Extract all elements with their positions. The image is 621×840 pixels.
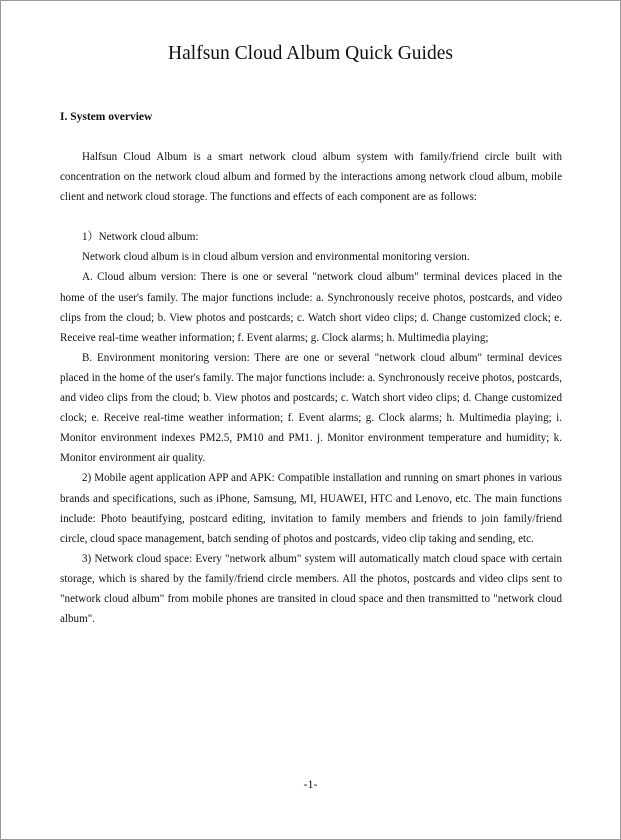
section-heading: I. System overview xyxy=(60,111,153,123)
paragraph-cloud-album-version: A. Cloud album version: There is one or several "network cloud album" terminal devices placed in the home of the user's family. The major functions include: a. Synchronously receive photos, postcards, and video clips from the cloud; b. View photos and postcards; c. Watch short video clips; d. Change customized clock; e. Receive real-time weather information; f. Event alarms; g. Clock alarms; h. Multimedia playing; xyxy=(60,271,562,344)
paragraph-intro: Halfsun Cloud Album is a smart network cloud album system with family/friend circle built with concentration on the network cloud album and formed by the interactions among network cloud album, mobile client and network cloud storage. The functions and effects of each component are as follows: xyxy=(60,151,562,204)
document-title: Halfsun Cloud Album Quick Guides xyxy=(168,43,453,64)
paragraph-network-cloud-space: 3) Network cloud space: Every "network album" system will automatically match cloud space with certain storage, which is shared by the family/friend circle members. All the photos, postcards and video clips sent to "network cloud album" from mobile phones are transited in cloud space and then transmitted to "network cloud album". xyxy=(60,552,562,626)
page-number: -1- xyxy=(303,777,318,791)
document-body xyxy=(60,147,562,629)
paragraph-network-cloud-album-versions: Network cloud album is in cloud album version and environmental monitoring version. xyxy=(82,251,470,264)
paragraph-network-cloud-album-heading: 1）Network cloud album: xyxy=(82,231,199,244)
paragraph-mobile-agent-application: 2) Mobile agent application APP and APK: Compatible installation and running on smart phones in various brands and specifications, such as iPhone, Samsung, MI, HUAWEI, HTC and Lenovo, etc. The main functions include: Photo beautifying, postcard editing, invitation to family members and friends to join family/friend circle, cloud space management, batch sending of photos and postcards, video clip taking and sending, etc. xyxy=(60,472,562,545)
paragraph-environment-monitoring-version: B. Environment monitoring version: There are one or several "network cloud album" terminal devices placed in the home of the user's family. The major functions include: a. Synchronously receive photos, postcards, and video clips from the cloud; b. View photos and postcards; c. Watch short video clips; d. Change customized clock; e. Receive real-time weather information; f. Event alarms; g. Clock alarms; h. Multimedia playing; i. Monitor environment indexes PM2.5, PM10 and PM1. j. Monitor environment temperature and humidity; k. Monitor environment air quality. xyxy=(60,351,563,465)
